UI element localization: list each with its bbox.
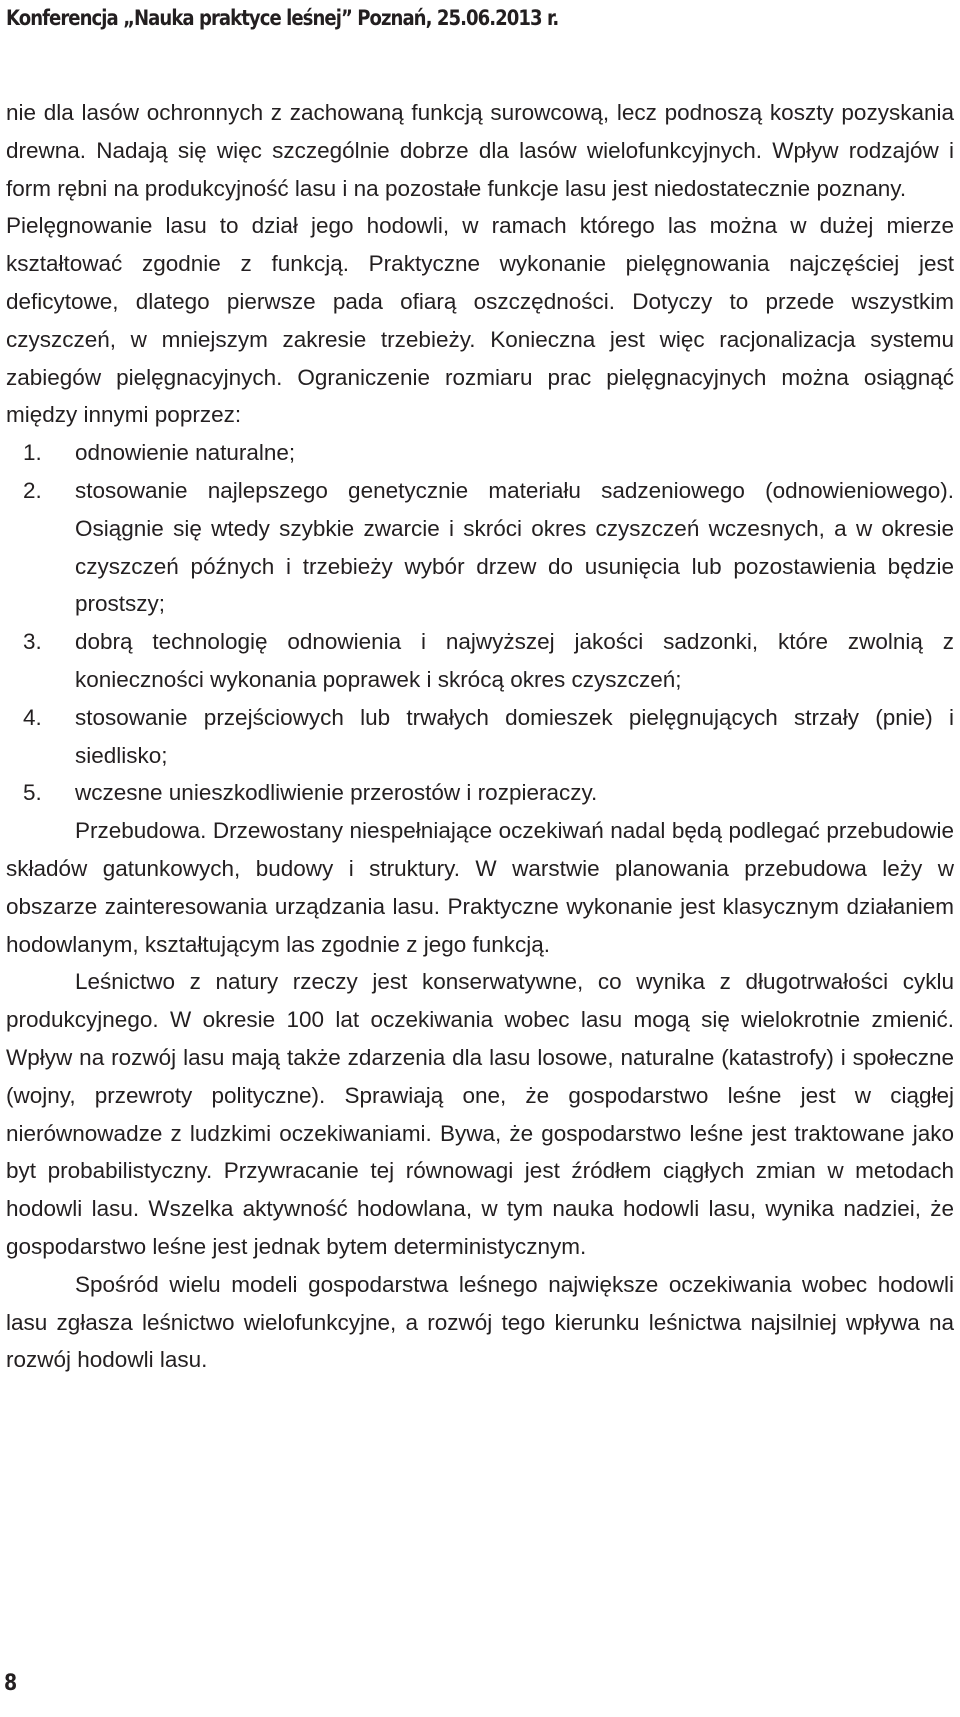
list-item (6, 699, 954, 775)
paragraph: nie dla lasów ochronnych z zachowaną funkcją surowcową, lecz podnoszą koszty pozyskania drewna. Nadają się więc szczególnie dobrze dla lasów wielofunkcyjnych. Wpływ rodzajów i form rębni na produkcyjność lasu i na pozostałe funkcje lasu jest niedostatecznie poznany. (6, 100, 954, 201)
list-item-number: 1. (23, 440, 42, 466)
paragraph: Pielęgnowanie lasu to dział jego hodowli, w ramach którego las można w dużej mierze kształtować zgodnie z funkcją. Praktyczne wykonanie pielęgnowania najczęściej jest deficytowe, dlatego pierwsze pada ofiarą oszczędności. Dotyczy to przede wszystkim czyszczeń, w mniejszym zakresie trzebieży. Konieczna jest więc racjonalizacja systemu zabiegów pielęgnacyjnych. Ograniczenie rozmiaru prac pielęgnacyjnych można osiągnąć między innymi poprzez: (6, 213, 954, 428)
list-item-text: odnowienie naturalne; (75, 440, 296, 466)
list-item-text: dobrą technologię odnowienia i najwyższej jakości sadzonki, które zwolnią z konieczności wykonania poprawek i skrócą okres czyszczeń; (75, 629, 954, 692)
list-item-number: 4. (23, 704, 42, 730)
paragraph: Spośród wielu modeli gospodarstwa leśnego największe oczekiwania wobec hodowli lasu zgłasza leśnictwo wielofunkcyjne, a rozwój tego kierunku leśnictwa najsilniej wpływa na rozwój hodowli lasu. (6, 1271, 954, 1373)
list-item-number: 5. (23, 780, 42, 806)
list-item (6, 623, 954, 699)
list-item-text: wczesne unieszkodliwienie przerostów i rozpieraczy. (75, 780, 598, 806)
running-header: Konferencja „Nauka praktyce leśnej” Poznań, 25.06.2013 r. (6, 6, 559, 30)
page-number: 8 (4, 1671, 18, 1696)
list-item-number: 2. (23, 477, 42, 503)
list-item (6, 472, 954, 623)
list-item (6, 434, 954, 472)
list-item-number: 3. (23, 629, 42, 655)
list-item (6, 774, 954, 812)
list-item-text: stosowanie przejściowych lub trwałych domieszek pielęgnujących strzały (pnie) i siedlisko; (75, 704, 954, 768)
paragraph: Przebudowa. Drzewostany niespełniające oczekiwań nadal będą podlegać przebudowie składów gatunkowych, budowy i struktury. W warstwie planowania przebudowa leży w obszarze zainteresowania urządzania lasu. Praktyczne wykonanie jest klasycznym działaniem hodowlanym, kształtującym las zgodnie z jego funkcją. (6, 818, 954, 957)
numbered-list (6, 434, 954, 812)
body-text (6, 94, 954, 1379)
list-item-text: stosowanie najlepszego genetycznie materiału sadzeniowego (odnowieniowego). Osiągnie się wtedy szybkie zwarcie i skróci okres czyszczeń wczesnych, a w okresie czyszczeń późnych i trzebieży wybór drzew do usunięcia lub pozostawienia będzie prostszy; (75, 477, 954, 617)
paragraph: Leśnictwo z natury rzeczy jest konserwatywne, co wynika z długotrwałości cyklu produkcyjnego. W okresie 100 lat oczekiwania wobec lasu mogą się wielokrotnie zmienić. Wpływ na rozwój lasu mają także zdarzenia dla lasu losowe, naturalne (katastrofy) i społeczne (wojny, przewroty polityczne). Sprawiają one, że gospodarstwo leśne jest w ciągłej nierównowadze z ludzkimi oczekiwaniami. Bywa, że gospodarstwo leśne jest traktowane jako byt probabilistyczny. Przywracanie tej równowagi jest źródłem ciągłych zmian w metodach hodowli lasu. Wszelka aktywność hodowlana, w tym nauka hodowli lasu, wynika nadziei, że gospodarstwo leśne jest jednak bytem deterministycznym. (6, 969, 954, 1259)
